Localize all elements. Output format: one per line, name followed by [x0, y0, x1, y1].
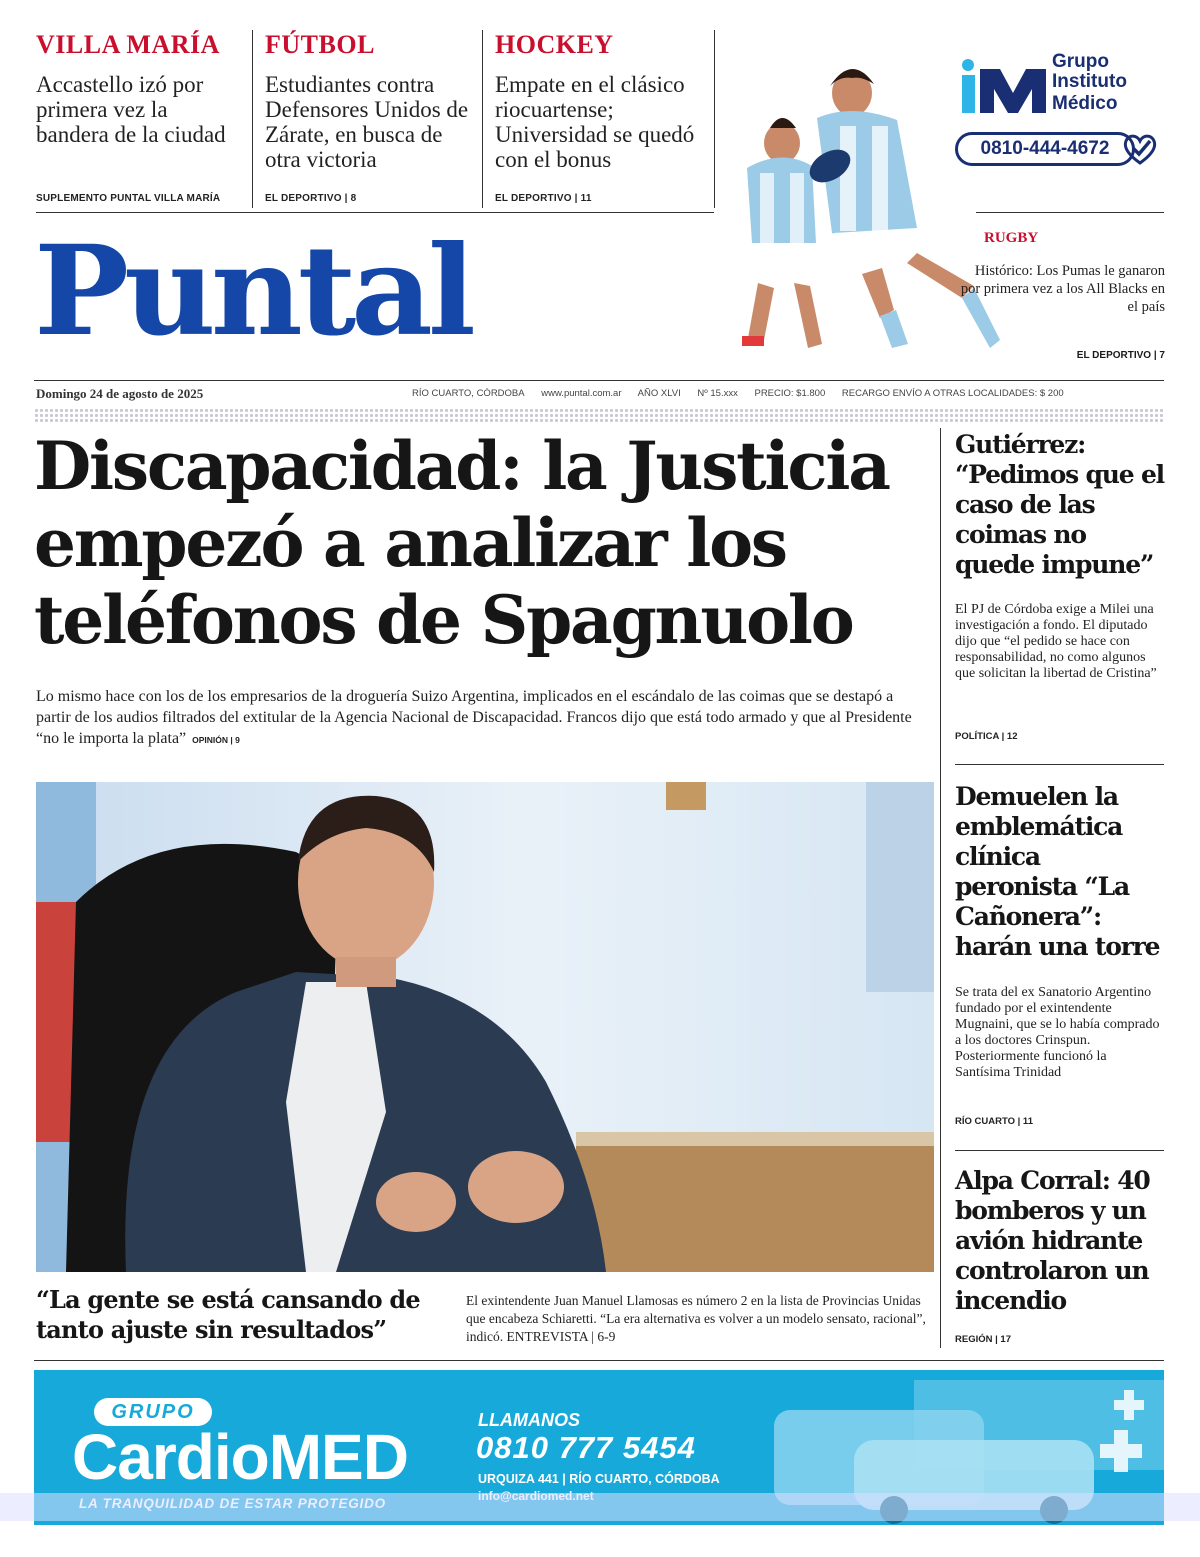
story-gutierrez-body: El PJ de Córdoba exige a Milei una investigación a fondo. El diputado dijo que “el pedido se hace con responsabilidad, no como algunos que solicitan la libertad de Cristina” — [955, 602, 1157, 681]
bottom-band — [0, 1493, 1200, 1521]
im-group-label: Grupo — [1052, 51, 1109, 72]
column-divider — [252, 30, 253, 208]
story-canonera-body: Se trata del ex Sanatorio Argentino fundado por el exintendente Mugnaini, que se lo había comprado a los doctores Crinspun. Posteriormente funcionó la Santísima Trinidad — [955, 985, 1160, 1080]
right-column-rule — [955, 1150, 1164, 1151]
photo-caption: El exintendente Juan Manuel Llamosas es número 2 en la lista de Provincias Unidas que encabeza Schiaretti. “La era alternativa es volver a un modelo sensato, racional”, indicó. ENTREVISTA | 6-9 — [466, 1293, 926, 1344]
edition-info-strip — [412, 388, 1164, 399]
cardiomed-group-label: GRUPO — [94, 1398, 212, 1426]
teaser-section: VILLA MARÍA — [36, 30, 220, 59]
cardiomed-call-label: LLAMANOS — [478, 1410, 580, 1430]
teaser-text[interactable]: Estudiantes contra Defensores Unidos de Zárate, en busca de otra victoria — [265, 72, 469, 172]
teaser-section: FÚTBOL — [265, 30, 375, 59]
teaser-section: HOCKEY — [495, 30, 614, 59]
story-canonera-title[interactable]: Demuelen la emblemática clínica peronista “La Cañonera”: harán una torre — [955, 782, 1160, 961]
teaser-ref: SUPLEMENTO PUNTAL VILLA MARÍA — [36, 193, 221, 204]
story-canonera-ref: RÍO CUARTO | 11 — [955, 1116, 1033, 1127]
im-phone[interactable]: 0810-444-4672 — [955, 132, 1135, 166]
cardiomed-brand: CardioMED — [72, 1421, 408, 1493]
rugby-section: RUGBY — [984, 230, 1039, 246]
teaser-text[interactable]: Accastello izó por primera vez la bandera de la ciudad — [36, 72, 226, 147]
right-column-rule — [955, 764, 1164, 765]
info-number: Nº 15.xxx — [697, 388, 738, 399]
story-alpa-corral-title[interactable]: Alpa Corral: 40 bomberos y un avión hidrante controlaron un incendio — [955, 1166, 1150, 1315]
top-rule — [36, 212, 714, 213]
heart-check-icon — [1122, 132, 1158, 166]
interview-photo[interactable] — [36, 782, 934, 1272]
column-divider — [482, 30, 483, 208]
im-name-line1: Instituto — [1052, 71, 1127, 92]
masthead-logo[interactable]: Puntal — [34, 219, 471, 364]
teaser-villa-maria[interactable] — [36, 30, 246, 210]
ad-top-rule — [34, 1360, 1164, 1361]
teaser-ref: EL DEPORTIVO | 11 — [495, 193, 592, 204]
rugby-ref: EL DEPORTIVO | 7 — [1076, 350, 1165, 361]
story-gutierrez-title[interactable]: Gutiérrez: “Pedimos que el caso de las coimas no quede impune” — [955, 430, 1164, 579]
im-name-line2: Médico — [1052, 93, 1118, 114]
info-year: AÑO XLVI — [637, 388, 681, 399]
main-lede — [36, 686, 930, 751]
info-price: PRECIO: $1.800 — [754, 388, 826, 399]
top-rule-right — [976, 212, 1164, 213]
info-location: RÍO CUARTO, CÓRDOBA — [412, 388, 525, 399]
info-surcharge: RECARGO ENVÍO A OTRAS LOCALIDADES: $ 200 — [841, 388, 1064, 399]
teaser-text[interactable]: Empate en el clásico riocuartense; Universidad se quedó con el bonus — [495, 72, 695, 172]
main-headline[interactable]: Discapacidad: la Justicia empezó a analizar los teléfonos de Spagnuolo — [34, 427, 889, 659]
info-rule — [34, 380, 1164, 381]
story-gutierrez-ref: POLÍTICA | 12 — [955, 731, 1018, 742]
photo-quote[interactable]: “La gente se está cansando de tanto ajuste sin resultados” — [36, 1285, 420, 1344]
lede-text: Lo mismo hace con los de los empresarios de la droguería Suizo Argentina, implicados en el escándalo de las coimas que se destapó a partir de los audios filtrados del extitular de la Agencia Nacional de Discapacidad. Francos dijo que está todo armado y que al Presidente “no le importa la plata” — [36, 688, 912, 747]
cardiomed-phone[interactable]: 0810 777 5454 — [476, 1430, 696, 1465]
rugby-text[interactable]: Histórico: Los Pumas le ganaron por primera vez a los All Blacks en el país — [960, 263, 1165, 315]
info-website[interactable]: www.puntal.com.ar — [541, 388, 622, 399]
right-column-divider — [940, 428, 941, 1348]
dotted-band — [34, 408, 1164, 422]
teaser-ref: EL DEPORTIVO | 8 — [265, 193, 357, 204]
story-alpa-corral-ref: REGIÓN | 17 — [955, 1334, 1011, 1345]
cardiomed-address: URQUIZA 441 | RÍO CUARTO, CÓRDOBA — [478, 1472, 720, 1486]
teaser-futbol[interactable] — [265, 30, 470, 210]
teaser-hockey[interactable] — [495, 30, 705, 210]
edition-date: Domingo 24 de agosto de 2025 — [36, 386, 204, 401]
lede-ref: OPINIÓN | 9 — [192, 735, 240, 745]
